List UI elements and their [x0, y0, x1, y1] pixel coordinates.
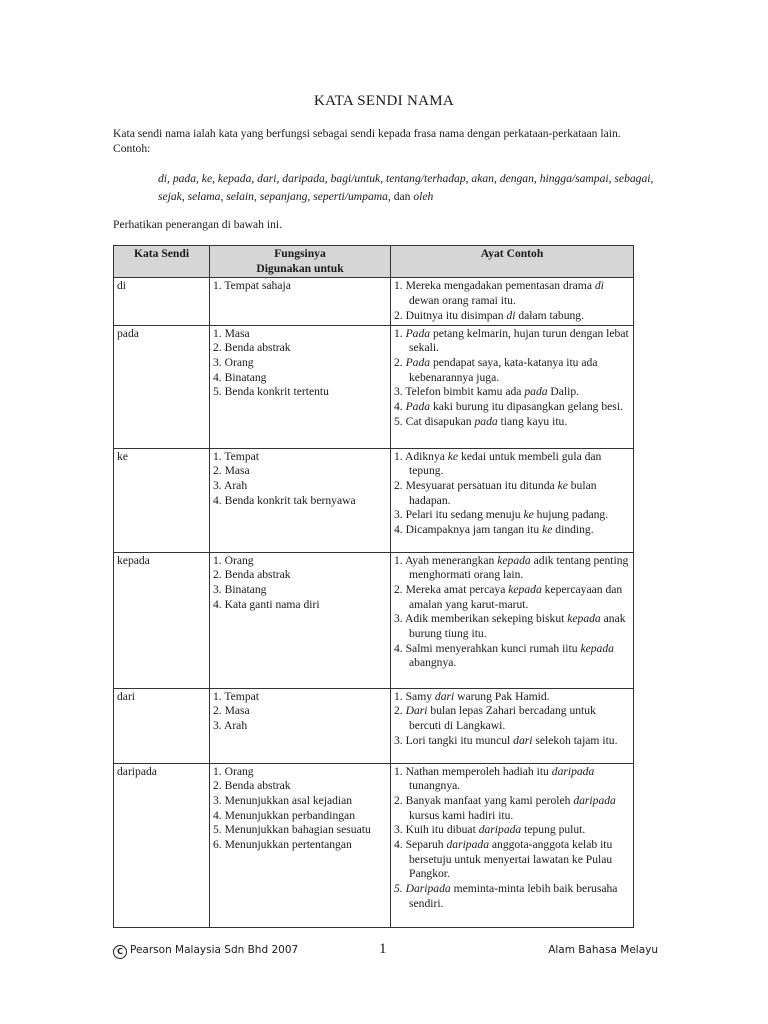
list-item: 2. Benda abstrak — [213, 341, 291, 355]
kata-sendi-highlight: dari — [513, 733, 533, 747]
sentence-text: kursus kami hadiri itu. — [409, 808, 514, 822]
list-item — [394, 612, 630, 641]
table-row — [114, 448, 634, 552]
cell-ayat-contoh — [391, 448, 634, 552]
kata-sendi-highlight: daripada — [446, 838, 489, 852]
list-item — [394, 356, 630, 385]
sentence-text: tiang kayu itu. — [497, 414, 568, 428]
table-row — [114, 688, 634, 763]
footer-publisher: Pearson Malaysia Sdn Bhd 2007 — [130, 944, 299, 956]
list-item: 1. Tempat — [213, 449, 259, 463]
kata-sendi-highlight: ke — [542, 523, 553, 537]
cell-ayat-contoh — [391, 688, 634, 763]
sentence-text: dalam tabung. — [515, 308, 584, 322]
list-item — [394, 385, 630, 400]
kata-sendi-highlight: Pada — [405, 400, 431, 414]
sentence-text: hujung padang. — [533, 508, 609, 522]
cell-fungsi — [210, 325, 391, 448]
list-item — [394, 642, 630, 671]
kata-sendi-highlight: ke — [523, 508, 534, 522]
sentence-text: 3. Lori tangki itu muncul — [394, 733, 514, 747]
list-item — [394, 583, 630, 612]
list-item: 6. Menunjukkan pertentangan — [213, 838, 352, 852]
kata-sendi-highlight: 5. — [394, 882, 406, 896]
cell-fungsi — [210, 763, 391, 927]
sentence-text: 1. Ayah menerangkan — [394, 553, 498, 567]
list-item — [394, 823, 630, 838]
sentence-text: 2. Mereka amat percaya — [394, 582, 509, 596]
sentence-text: meminta-minta lebih baik berusaha sendiri. — [409, 882, 618, 910]
examples-italic: di, pada, ke, kepada, dari, daripada, bagi/untuk, tentang/terhadap, akan, dengan, hingga/sampai, sebagai, sejak, selama, selain, sepanjang, seperti/umpama, — [158, 172, 654, 203]
examples-tail: dan — [390, 190, 414, 203]
sentence-text: abangnya. — [409, 656, 457, 670]
kata-sendi-highlight: di — [506, 308, 516, 322]
list-item — [394, 690, 630, 705]
list-item: 2. Masa — [213, 704, 250, 718]
kata-sendi-highlight: daripada — [478, 823, 522, 837]
kata-sendi-highlight: kepada — [567, 612, 601, 626]
kata-sendi-highlight: ke — [557, 478, 568, 492]
header-kata-sendi: Kata Sendi — [114, 246, 210, 278]
list-item — [394, 279, 630, 308]
kata-sendi-highlight: pada — [524, 385, 548, 399]
sentence-text: 1. — [394, 326, 406, 340]
cell-kata-sendi: ke — [114, 448, 210, 552]
list-item — [394, 309, 630, 324]
list-item — [394, 327, 630, 356]
cell-ayat-contoh — [391, 763, 634, 927]
footer-book-title: Alam Bahasa Melayu — [548, 944, 658, 956]
examples-last: oleh — [413, 190, 434, 203]
cell-fungsi — [210, 552, 391, 688]
sentence-text: selekoh tajam itu. — [532, 733, 618, 747]
sentence-text: tepung pulut. — [521, 823, 586, 837]
list-item: 3. Orang — [213, 355, 254, 369]
sentence-text: 2. Mesyuarat persatuan itu ditunda — [394, 478, 558, 492]
cell-fungsi — [210, 448, 391, 552]
kata-sendi-highlight: Pada — [405, 326, 431, 340]
sentence-text: kaki burung itu dipasangkan gelang besi. — [430, 400, 623, 414]
kata-sendi-highlight: kepada — [580, 641, 614, 655]
kata-sendi-highlight: pada — [474, 414, 498, 428]
sentence-text: 1. Mereka mengadakan pementasan drama — [394, 279, 595, 293]
sentence-text: 3. Pelari itu sedang menuju — [394, 508, 524, 522]
list-item: 1. Tempat sahaja — [213, 279, 291, 293]
list-item: 3. Menunjukkan asal kejadian — [213, 793, 353, 807]
list-item — [394, 838, 630, 882]
sentence-text: tunangnya. — [409, 779, 461, 793]
list-item — [394, 734, 630, 749]
sentence-text: pendapat saya, kata-katanya itu ada kebenarannya juga. — [409, 355, 598, 384]
examples-list — [158, 170, 658, 206]
list-item: 1. Orang — [213, 553, 254, 567]
list-item — [394, 523, 630, 538]
list-item: 4. Menunjukkan perbandingan — [213, 808, 355, 822]
page-footer — [113, 941, 658, 964]
list-item: 3. Binatang — [213, 582, 267, 596]
table-row — [114, 763, 634, 927]
list-item: 3. Arah — [213, 718, 248, 732]
list-item: 4. Kata ganti nama diri — [213, 597, 320, 611]
kata-sendi-highlight: kepada — [497, 553, 531, 567]
cell-kata-sendi: pada — [114, 325, 210, 448]
header-fungsinya-line2: Digunakan untuk — [256, 261, 344, 275]
sentence-text: bulan lepas Zahari bercadang untuk bercuti di Langkawi. — [409, 704, 596, 732]
footer-left — [113, 944, 298, 959]
list-item — [394, 765, 630, 794]
list-item — [394, 704, 630, 733]
sentence-text: petang kelmarin, hujan turun dengan lebat sekali. — [409, 326, 629, 355]
list-item: 4. Benda konkrit tak bernyawa — [213, 493, 356, 507]
list-item: 1. Orang — [213, 764, 254, 778]
cell-kata-sendi: daripada — [114, 763, 210, 927]
kata-sendi-highlight: ke — [447, 449, 459, 463]
list-item: 3. Arah — [213, 478, 248, 492]
sentence-text: 3. Kuih itu dibuat — [394, 823, 479, 837]
sentence-text: 2. Duitnya itu disimpan — [394, 308, 507, 322]
cell-kata-sendi: di — [114, 278, 210, 325]
sentence-text: 2. Banyak manfaat yang kami peroleh — [394, 793, 574, 807]
sentence-text: dewan orang ramai itu. — [409, 294, 516, 308]
header-fungsinya-line1: Fungsinya — [274, 247, 326, 260]
sentence-text: 3. Adik memberikan sekeping biskut — [394, 612, 568, 626]
note-text: Perhatikan penerangan di bawah ini. — [113, 218, 283, 231]
header-fungsinya — [210, 246, 391, 278]
sentence-text: anak burung tiung itu. — [409, 612, 626, 641]
sentence-text: 1. Samy — [394, 689, 435, 703]
list-item — [394, 554, 630, 583]
table-row — [114, 325, 634, 448]
cell-kata-sendi: dari — [114, 688, 210, 763]
sentence-text: dinding. — [552, 523, 594, 537]
list-item — [394, 400, 630, 415]
sentence-text: 2. — [394, 355, 406, 369]
cell-fungsi — [210, 278, 391, 325]
sentence-text: Dalip. — [547, 385, 580, 399]
sentence-text: bulan hadapan. — [409, 478, 597, 507]
header-ayat-contoh: Ayat Contoh — [391, 246, 634, 278]
sentence-text: warung Pak Hamid. — [454, 689, 550, 703]
table-header-row — [114, 246, 634, 278]
sentence-text: kedai untuk membeli gula dan tepung. — [409, 449, 602, 478]
page-number: 1 — [379, 941, 387, 957]
list-item — [394, 794, 630, 823]
list-item: 5. Menunjukkan bahagian sesuatu — [213, 823, 371, 837]
cell-kata-sendi: kepada — [114, 552, 210, 688]
cell-ayat-contoh — [391, 278, 634, 325]
kata-sendi-highlight: Dari — [405, 704, 428, 718]
sentence-text: 5. Cat disapukan — [394, 414, 475, 428]
sentence-text: 4. — [394, 400, 406, 414]
page-title: KATA SENDI NAMA — [314, 93, 454, 109]
kata-sendi-highlight: daripada — [573, 793, 616, 807]
list-item — [394, 882, 630, 911]
sentence-text: adik tentang penting menghormati orang lain. — [409, 553, 629, 582]
list-item — [394, 508, 630, 523]
list-item: 2. Masa — [213, 464, 250, 478]
sentence-text: 3. Telefon bimbit kamu ada — [394, 385, 525, 399]
intro-paragraph: Kata sendi nama ialah kata yang berfungsi sebagai sendi kepada frasa nama dengan perkataan-perkataan lain. Contoh: — [113, 127, 621, 155]
table-body — [114, 278, 634, 927]
kata-sendi-highlight: daripada — [551, 764, 595, 778]
list-item: 2. Benda abstrak — [213, 779, 291, 793]
list-item — [394, 479, 630, 508]
list-item: 5. Benda konkrit tertentu — [213, 385, 329, 399]
sentence-text: kepercayaan dan amalan yang karut-marut. — [409, 582, 623, 611]
sentence-text: 4. Dicampaknya jam tangan itu — [394, 523, 543, 537]
kata-sendi-table — [113, 245, 634, 928]
sentence-text: 4. Separuh — [394, 838, 447, 852]
kata-sendi-highlight: di — [594, 279, 604, 293]
list-item — [394, 415, 630, 430]
list-item: 1. Masa — [213, 326, 250, 340]
kata-sendi-highlight: dari — [434, 689, 455, 703]
kata-sendi-highlight: Daripada — [405, 882, 451, 896]
list-item: 1. Tempat — [213, 689, 259, 703]
list-item — [394, 450, 630, 479]
list-item: 2. Benda abstrak — [213, 568, 291, 582]
sentence-text: anggota-anggota kelab itu bersetuju untuk menyertai lawatan ke Pulau Pangkor. — [409, 838, 613, 881]
table-row — [114, 552, 634, 688]
cell-ayat-contoh — [391, 325, 634, 448]
sentence-text: 2. — [394, 704, 406, 718]
copyright-icon: C — [113, 945, 127, 959]
cell-ayat-contoh — [391, 552, 634, 688]
cell-fungsi — [210, 688, 391, 763]
list-item: 4. Binatang — [213, 370, 267, 384]
sentence-text: 1. Nathan memperoleh hadiah itu — [394, 764, 552, 778]
sentence-text: 1. Adiknya — [394, 449, 448, 463]
kata-sendi-highlight: kepada — [508, 582, 542, 596]
sentence-text: 4. Salmi menyerahkan kunci rumah iitu — [394, 641, 581, 655]
table-row — [114, 278, 634, 325]
kata-sendi-highlight: Pada — [405, 355, 431, 369]
